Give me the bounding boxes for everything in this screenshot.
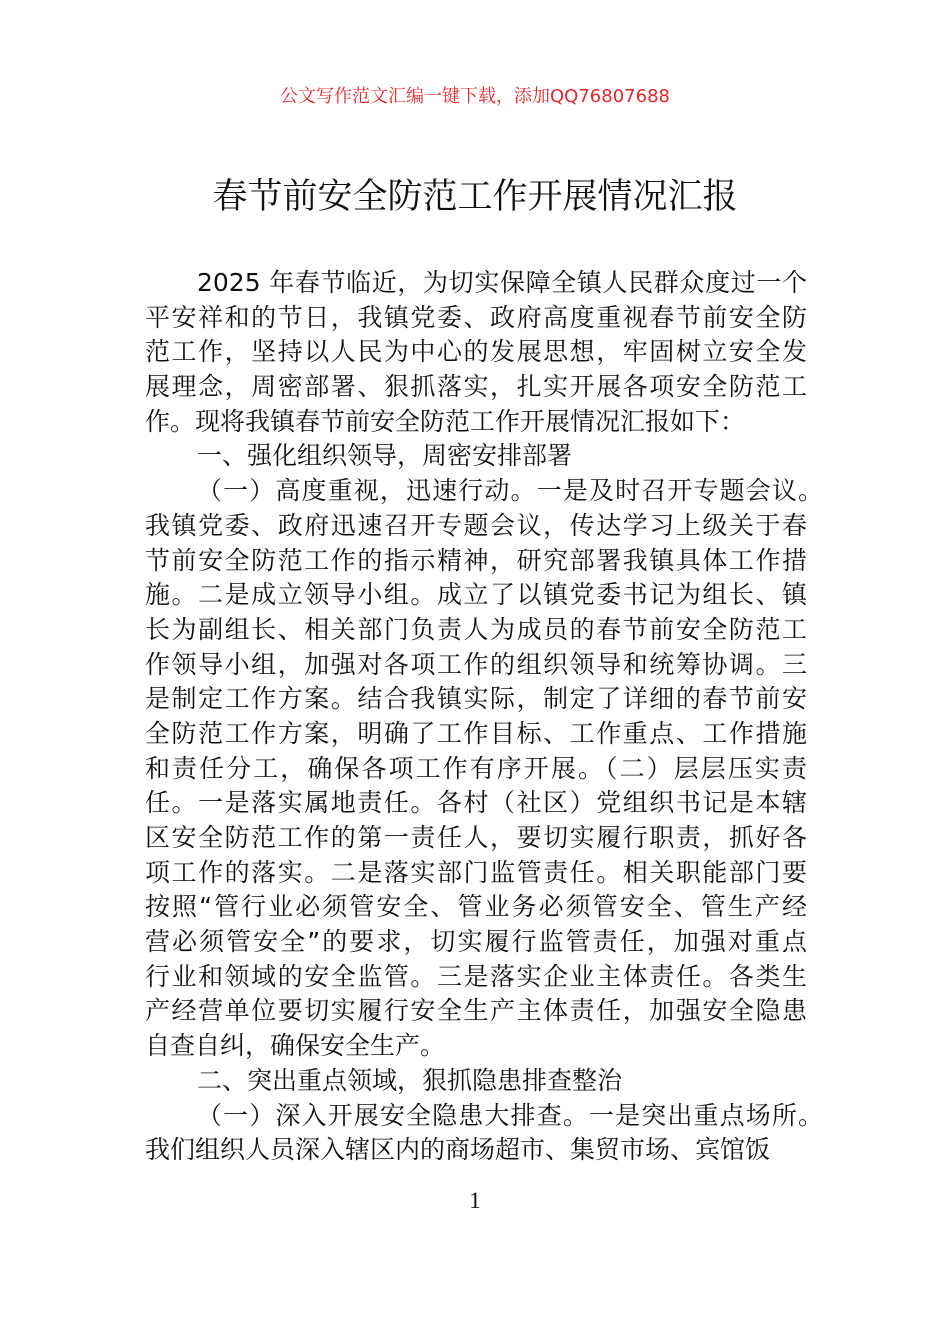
- text-line: 营必须管安全”的要求，切实履行监管责任，加强对重点: [145, 927, 807, 957]
- text-line: 范工作，坚持以人民为中心的发展思想，牢固树立安全发: [145, 337, 807, 367]
- text-line: 区安全防范工作的第一责任人，要切实履行职责，抓好各: [145, 823, 807, 852]
- text-line: 我镇党委、政府迅速召开专题会议，传达学习上级关于春: [145, 510, 807, 540]
- watermark-header-note: 公文写作范文汇编一键下载，添加QQ76807688: [280, 86, 670, 107]
- text-line: 和责任分工，确保各项工作有序开展。（二）层层压实责: [145, 753, 807, 783]
- text-line: 任。一是落实属地责任。各村（社区）党组织书记是本辖: [145, 788, 807, 818]
- text-line: 长为副组长、相关部门负责人为成员的春节前安全防范工: [145, 614, 807, 644]
- paragraph: [145, 474, 823, 1064]
- text-line: 项工作的落实。二是落实部门监管责任。相关职能部门要: [145, 857, 807, 887]
- text-line: （一）高度重视，迅速行动。一是及时召开专题会议。: [197, 476, 823, 506]
- text-line: 按照“管行业必须管安全、管业务必须管安全、管生产经: [145, 892, 807, 922]
- text-line: 作领导小组，加强对各项工作的组织领导和统筹协调。三: [145, 649, 807, 679]
- text-line: 行业和领域的安全监管。三是落实企业主体责任。各类生: [145, 961, 807, 991]
- text-line: 二、突出重点领域，狠抓隐患排查整治: [197, 1065, 623, 1095]
- page-number: 1: [469, 1188, 481, 1213]
- paragraph: [145, 1099, 823, 1168]
- paragraph: [145, 266, 807, 439]
- text-line: 2025 年春节临近，为切实保障全镇人民群众度过一个: [197, 268, 807, 297]
- text-line: 是制定工作方案。结合我镇实际，制定了详细的春节前安: [145, 684, 807, 714]
- text-line: 我们组织人员深入辖区内的商场超市、集贸市场、宾馆饭: [145, 1135, 771, 1165]
- text-line: 自查自纠，确保安全生产。: [145, 1031, 446, 1061]
- document-body: [145, 266, 823, 1168]
- text-line: 作。现将我镇春节前安全防范工作开展情况汇报如下：: [145, 406, 746, 436]
- text-line: 一、强化组织领导，周密安排部署: [197, 441, 573, 471]
- text-line: 产经营单位要切实履行安全生产主体责任，加强安全隐患: [145, 996, 807, 1026]
- text-line: 节前安全防范工作的指示精神，研究部署我镇具体工作措: [145, 545, 807, 575]
- document-title: 春节前安全防范工作开展情况汇报: [212, 177, 738, 217]
- text-line: 展理念，周密部署、狠抓落实，扎实开展各项安全防范工: [145, 372, 807, 402]
- section-heading: [145, 439, 807, 474]
- section-heading: [145, 1064, 807, 1099]
- text-line: 施。二是成立领导小组。成立了以镇党委书记为组长、镇: [145, 580, 807, 610]
- text-line: 全防范工作方案，明确了工作目标、工作重点、工作措施: [145, 718, 807, 748]
- text-line: 平安祥和的节日，我镇党委、政府高度重视春节前安全防: [145, 302, 807, 332]
- text-line: （一）深入开展安全隐患大排查。一是突出重点场所。: [197, 1100, 823, 1130]
